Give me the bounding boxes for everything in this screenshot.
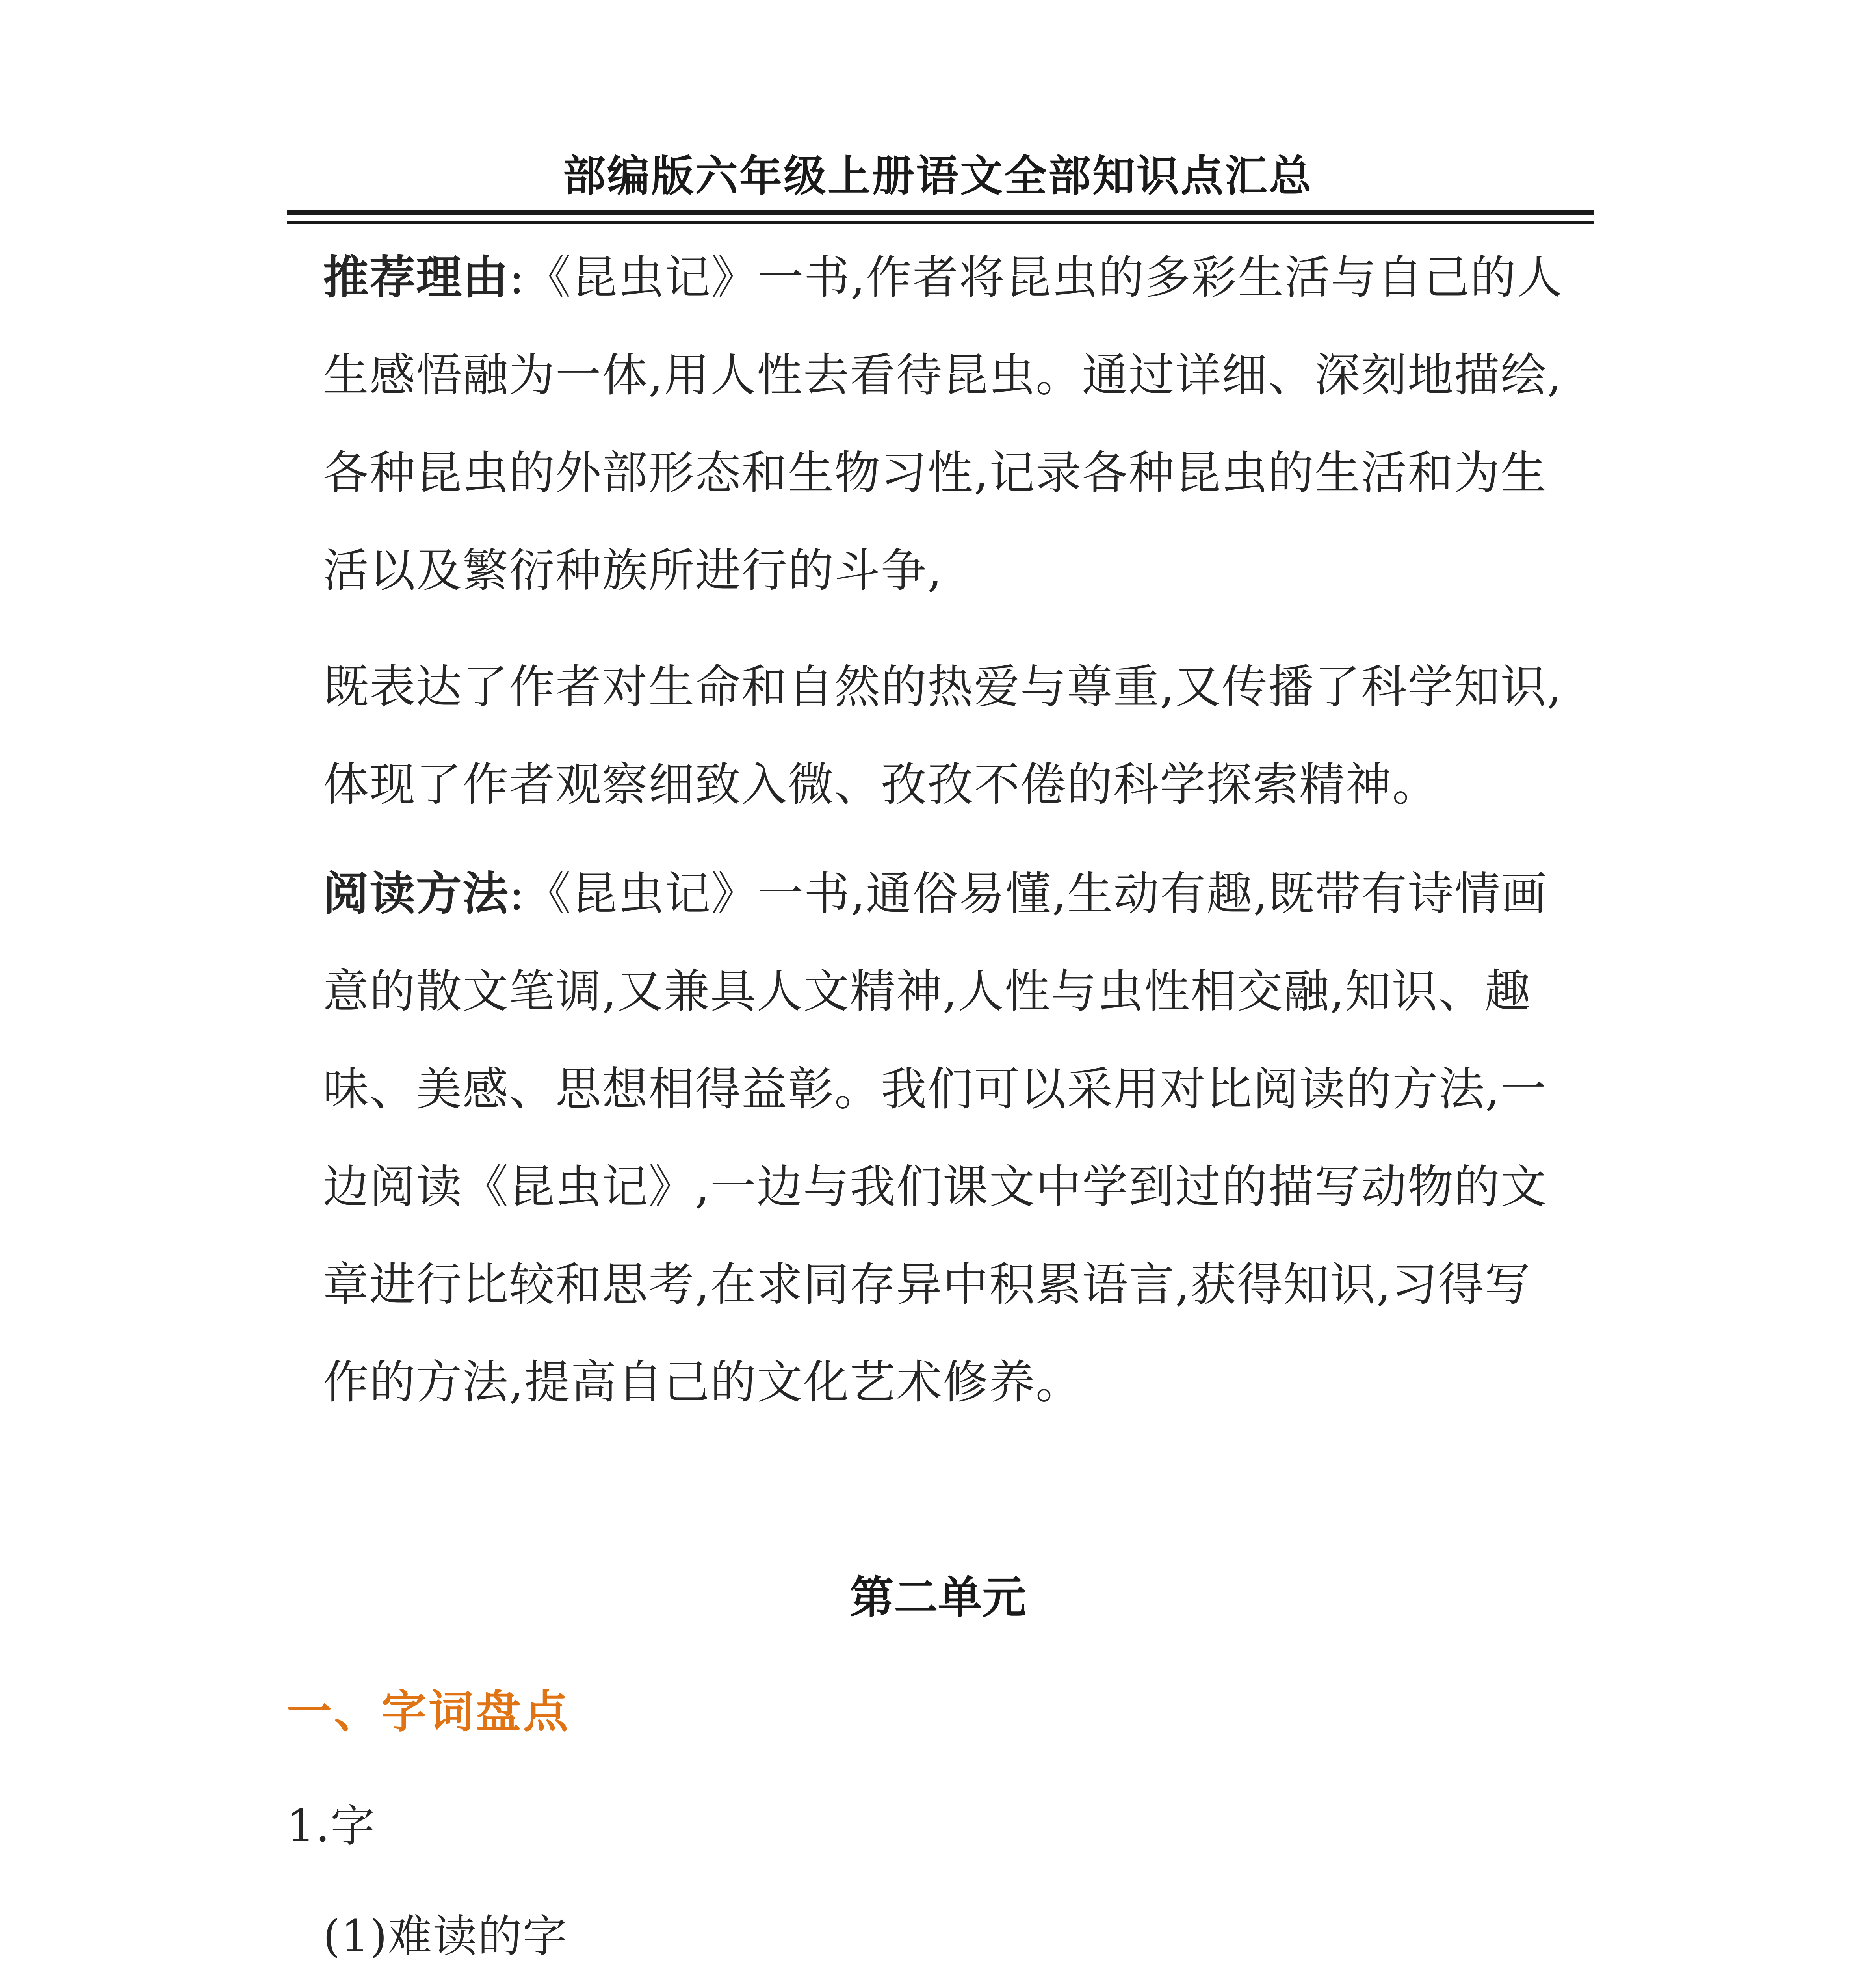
method-paragraph — [323, 845, 1580, 1431]
recommend-line-2: 生感悟融为一体,用人性去看待昆虫。通过详细、深刻地描绘, — [323, 349, 1562, 402]
subsection-heading: 1.字 — [287, 1801, 375, 1852]
recommend-label: 推荐理由 — [323, 251, 509, 304]
header-rule-thick — [287, 210, 1594, 215]
express-paragraph — [323, 638, 1580, 834]
express-line-1: 既表达了作者对生命和自然的热爱与尊重,又传播了科学知识, — [323, 660, 1562, 714]
recommend-line-4: 活以及繁衍种族所进行的斗争, — [323, 544, 943, 597]
method-line-4: 边阅读《昆虫记》,一边与我们课文中学到过的描写动物的文 — [323, 1160, 1547, 1214]
method-line-5: 章进行比较和思考,在求同存异中积累语言,获得知识,习得写 — [323, 1258, 1531, 1311]
header-rule-thin — [287, 221, 1594, 224]
method-label: 阅读方法 — [323, 867, 509, 920]
method-line-6: 作的方法,提高自己的文化艺术修养。 — [323, 1356, 1082, 1409]
hard-read-heading: (1)难读的字 — [323, 1911, 568, 1962]
recommend-line-1: :《昆虫记》一书,作者将昆虫的多彩生活与自己的人 — [509, 251, 1563, 304]
method-line-2: 意的散文笔调,又兼具人文精神,人性与虫性相交融,知识、趣 — [323, 965, 1531, 1018]
method-line-1: :《昆虫记》一书,通俗易懂,生动有趣,既带有诗情画 — [509, 867, 1547, 920]
unit-title: 第二单元 — [850, 1572, 1026, 1623]
method-line-3: 味、美感、思想相得益彰。我们可以采用对比阅读的方法,一 — [323, 1063, 1547, 1116]
section-title: 一、字词盘点 — [287, 1686, 571, 1738]
document-title: 部编版六年级上册语文全部知识点汇总 — [563, 151, 1313, 201]
recommend-line-3: 各种昆虫的外部形态和生物习性,记录各种昆虫的生活和为生 — [323, 446, 1547, 500]
recommend-paragraph — [323, 229, 1580, 620]
express-line-2: 体现了作者观察细致入微、孜孜不倦的科学探索精神。 — [323, 758, 1439, 811]
